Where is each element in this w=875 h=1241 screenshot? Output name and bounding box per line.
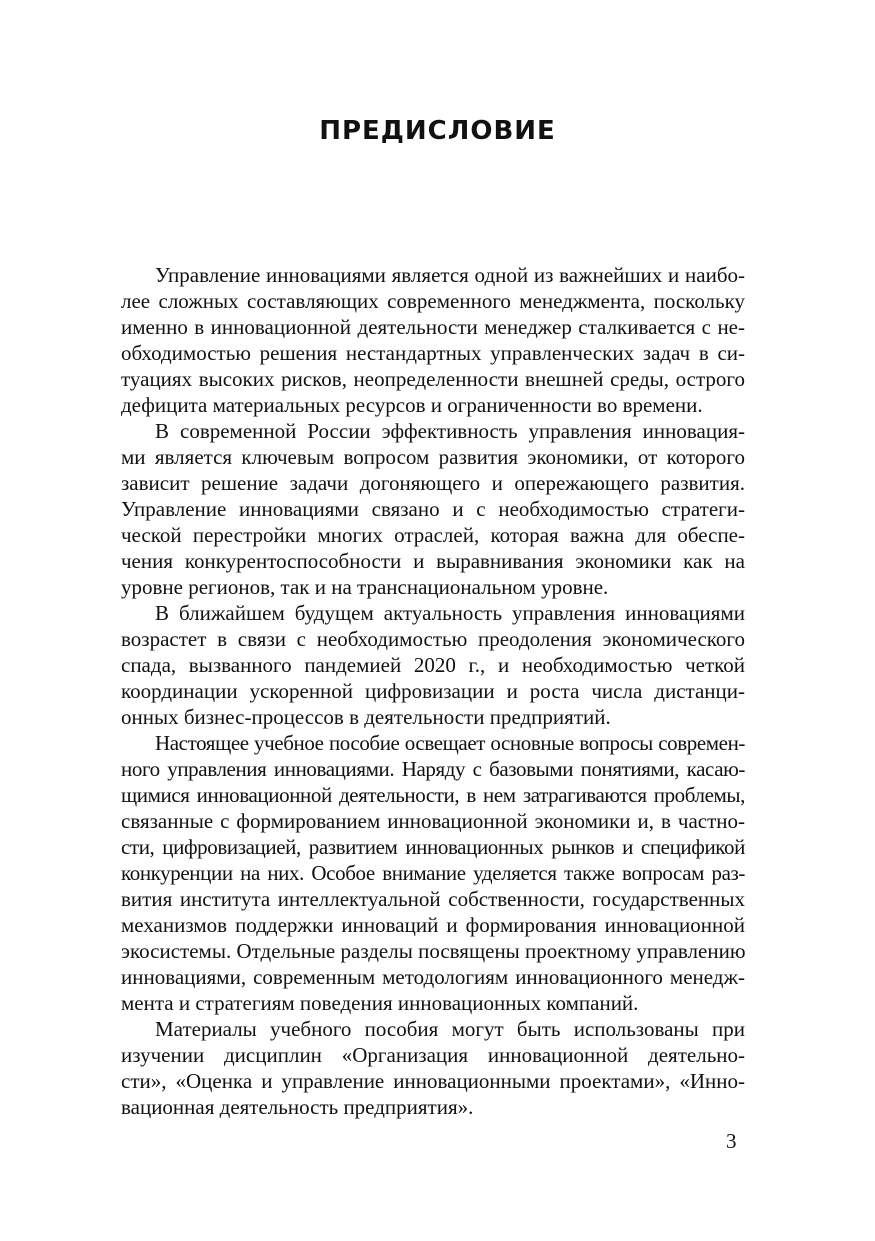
- text-line: ного управления инновациями. Наряду с базовыми понятиями, касаю-: [121, 757, 745, 781]
- text-line: Материалы учебного пособия могут быть использованы при: [155, 1017, 745, 1041]
- text-line: зависит решение задачи догоняющего и опережающего развития.: [121, 471, 745, 495]
- text-line: связанные с формированием инновационной экономики и, в частно-: [121, 809, 745, 833]
- paragraph: [121, 1016, 745, 1120]
- text-line: возрастет в связи с необходимостью преодоления экономического: [121, 627, 745, 651]
- text-line: экосистемы. Отдельные разделы посвящены проектному управлению: [121, 939, 746, 963]
- page-number: 3: [726, 1129, 737, 1153]
- text-line: конкуренции на них. Особое внимание уделяется также вопросам раз-: [121, 861, 745, 885]
- text-line: именно в инновационной деятельности менеджер сталкивается с не-: [121, 315, 745, 339]
- text-line: уровне регионов, так и на транснациональном уровне.: [121, 575, 609, 599]
- text-line: Управление инновациями связано и с необходимостью стратеги-: [121, 497, 745, 521]
- page-title: ПРЕДИСЛОВИЕ: [319, 116, 556, 146]
- text-line: Управление инновациями является одной из важнейших и наибо-: [155, 263, 745, 287]
- paragraph: [121, 262, 745, 418]
- text-line: инновациями, современным методологиям инновационного менедж-: [121, 965, 745, 989]
- text-line: координации ускоренной цифровизации и роста числа дистанци-: [121, 679, 745, 703]
- text-line: В ближайшем будущем актуальность управления инновациями: [155, 601, 745, 625]
- text-line: щимися инновационной деятельности, в нем затрагиваются проблемы,: [121, 783, 745, 807]
- text-line: туациях высоких рисков, неопределенности внешней среды, острого: [121, 367, 745, 391]
- text-line: сти, цифровизацией, развитием инновационных рынков и спецификой: [121, 835, 745, 859]
- preface-body: [121, 262, 745, 1120]
- text-line: онных бизнес-процессов в деятельности предприятий.: [121, 705, 611, 729]
- text-line: изучении дисциплин «Организация инновационной деятельно-: [121, 1043, 745, 1067]
- paragraph: [121, 418, 745, 600]
- paragraph: [121, 730, 745, 1016]
- text-line: В современной России эффективность управления инновация-: [155, 419, 745, 443]
- text-line: спада, вызванного пандемией 2020 г., и необходимостью четкой: [121, 653, 745, 677]
- text-line: Настоящее учебное пособие освещает основные вопросы современ-: [155, 731, 745, 755]
- text-line: дефицита материальных ресурсов и ограниченности во времени.: [121, 393, 703, 417]
- text-line: ми является ключевым вопросом развития экономики, от которого: [121, 445, 745, 469]
- text-line: обходимостью решения нестандартных управленческих задач в си-: [121, 341, 745, 365]
- text-line: ческой перестройки многих отраслей, которая важна для обеспе-: [121, 523, 745, 547]
- paragraph: [121, 600, 745, 730]
- text-line: чения конкурентоспособности и выравнивания экономики как на: [121, 549, 745, 573]
- text-line: вационная деятельность предприятия».: [121, 1095, 474, 1119]
- text-line: лее сложных составляющих современного менеджмента, поскольку: [121, 289, 745, 313]
- text-line: сти», «Оценка и управление инновационными проектами», «Инно-: [121, 1069, 745, 1093]
- text-line: механизмов поддержки инноваций и формирования инновационной: [121, 913, 745, 937]
- text-line: вития института интеллектуальной собственности, государственных: [121, 887, 745, 911]
- text-line: мента и стратегиям поведения инновационных компаний.: [121, 991, 639, 1015]
